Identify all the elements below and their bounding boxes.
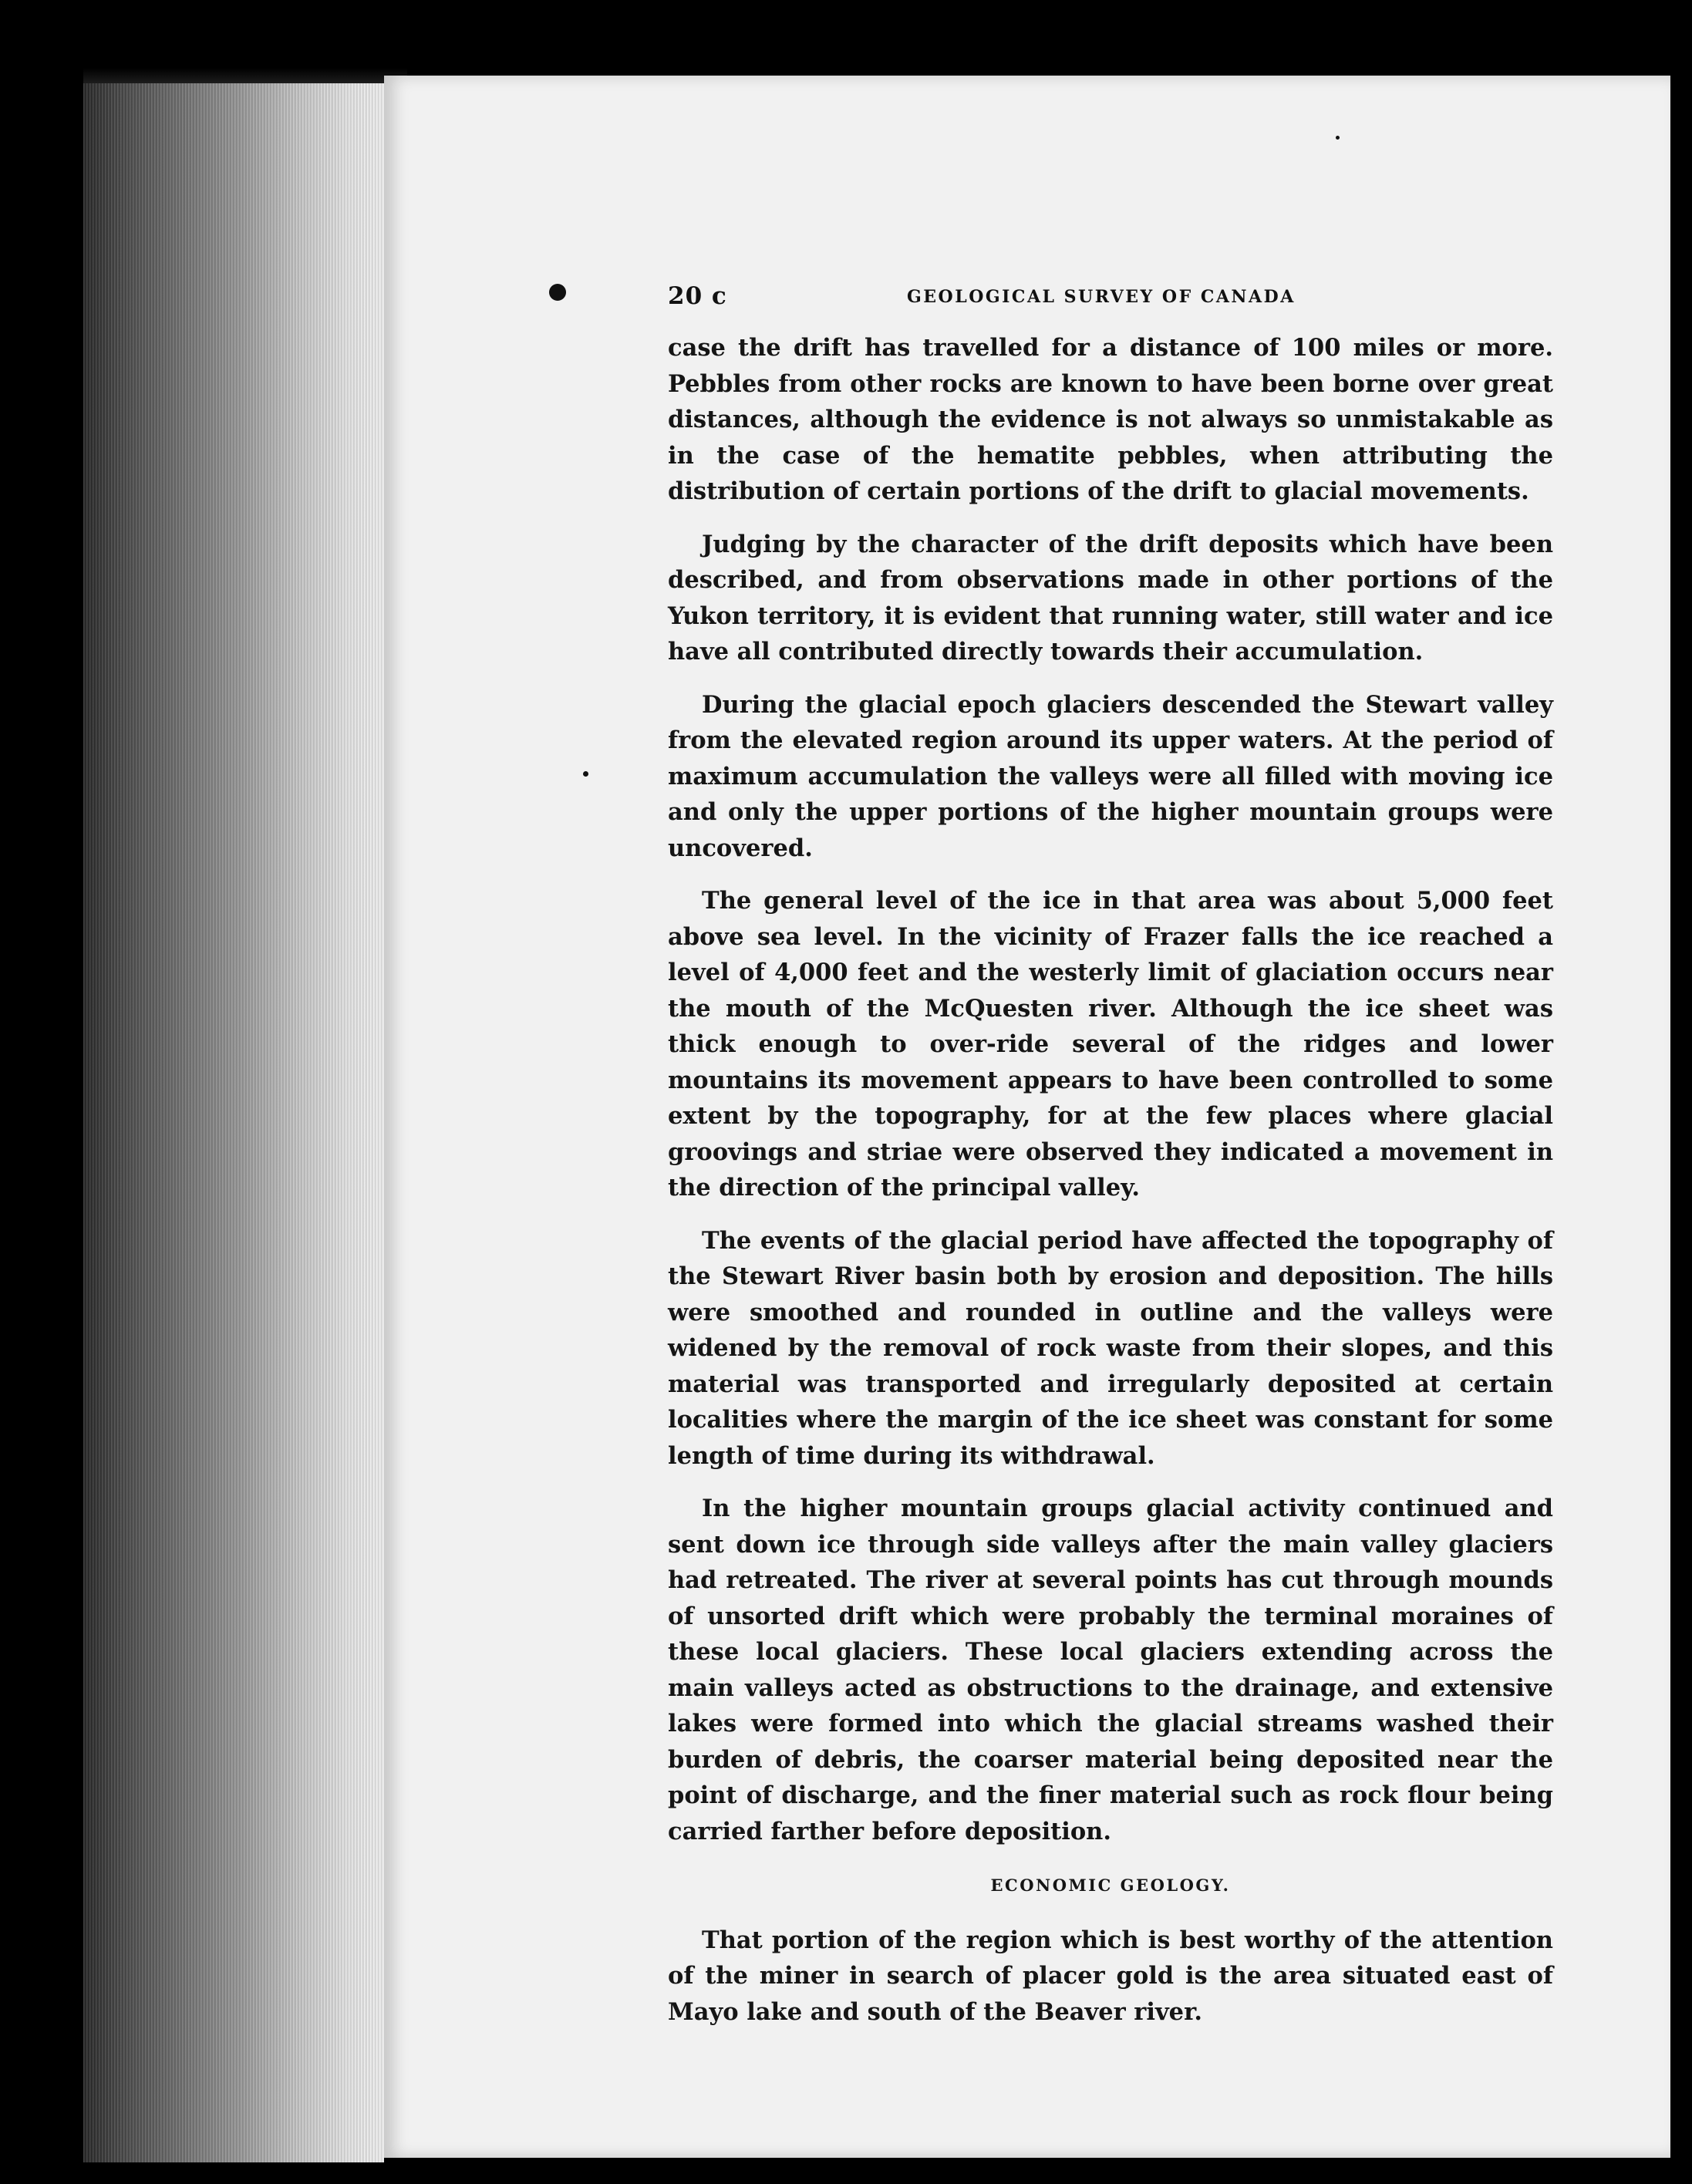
section-heading: ECONOMIC GEOLOGY. xyxy=(990,1876,1231,1895)
ink-blot-mark xyxy=(549,284,566,301)
paragraph: That portion of the region which is best worthy of the attention of the miner in search of placer gold is the area situated east of Mayo lake and south of the Beaver river. xyxy=(668,1926,1553,2026)
paragraph: The events of the glacial period have affected the topography of the Stewart River basin both by erosion and deposition. The hills were smoothed and rounded in outline and the valleys were widened by the removal of rock waste from their slopes, and this material was transported and irregularly deposited at certain localities where the margin of the ice sheet was constant for some length of time during its withdrawal. xyxy=(668,1226,1553,1470)
paragraph: During the glacial epoch glaciers descended the Stewart valley from the elevated region around its upper waters. At the period of maximum accumulation the valleys were all filled with moving ice and only the upper portions of the higher mountain groups were uncovered. xyxy=(668,690,1553,862)
speck-mark xyxy=(1336,136,1340,140)
book-page-edges xyxy=(83,83,384,2162)
speck-mark xyxy=(583,771,588,777)
paragraph: In the higher mountain groups glacial activity continued and sent down ice through side valleys after the main valley glaciers had retreated. The river at several points has cut through mounds of unsorted drift which were probably the terminal moraines of these local glaciers. These local glaciers extending across the main valleys acted as obstructions to the drainage, and extensive lakes were formed into which the glacial streams washed their burden of debris, the coarser material being deposited near the point of discharge, and the finer material such as rock flour being carried farther before deposition. xyxy=(668,1495,1553,1845)
paragraph: case the drift has travelled for a distance of 100 miles or more. Pebbles from other rocks are known to have been borne over great distances, although the evidence is not always so unmistakable as in the case of the hematite pebbles, when attributing the distribution of certain portions of the drift to glacial movements. xyxy=(668,334,1553,505)
paragraph: The general level of the ice in that area was about 5,000 feet above sea level. In the vicinity of Frazer falls the ice reached a level of 4,000 feet and the westerly limit of glaciation occurs near the mouth of the McQuesten river. Although the ice sheet was thick enough to over-ride several of the ridges and lower mountains its movement appears to have been controlled to some extent by the topography, for at the few places where glacial groovings and striae were observed they indicated a movement in the direction of the principal valley. xyxy=(668,887,1553,1202)
page-number: 20 c xyxy=(668,282,727,310)
running-head xyxy=(668,279,1308,315)
scan-border-right xyxy=(1670,76,1692,2158)
paragraph: Judging by the character of the drift deposits which have been described, and from observations made in other portions of the Yukon territory, it is evident that running water, still water and ice have all contributed directly towards their accumulation. xyxy=(668,530,1553,666)
body-text xyxy=(668,330,1553,2047)
running-head-title: GEOLOGICAL SURVEY OF CANADA xyxy=(907,287,1296,307)
